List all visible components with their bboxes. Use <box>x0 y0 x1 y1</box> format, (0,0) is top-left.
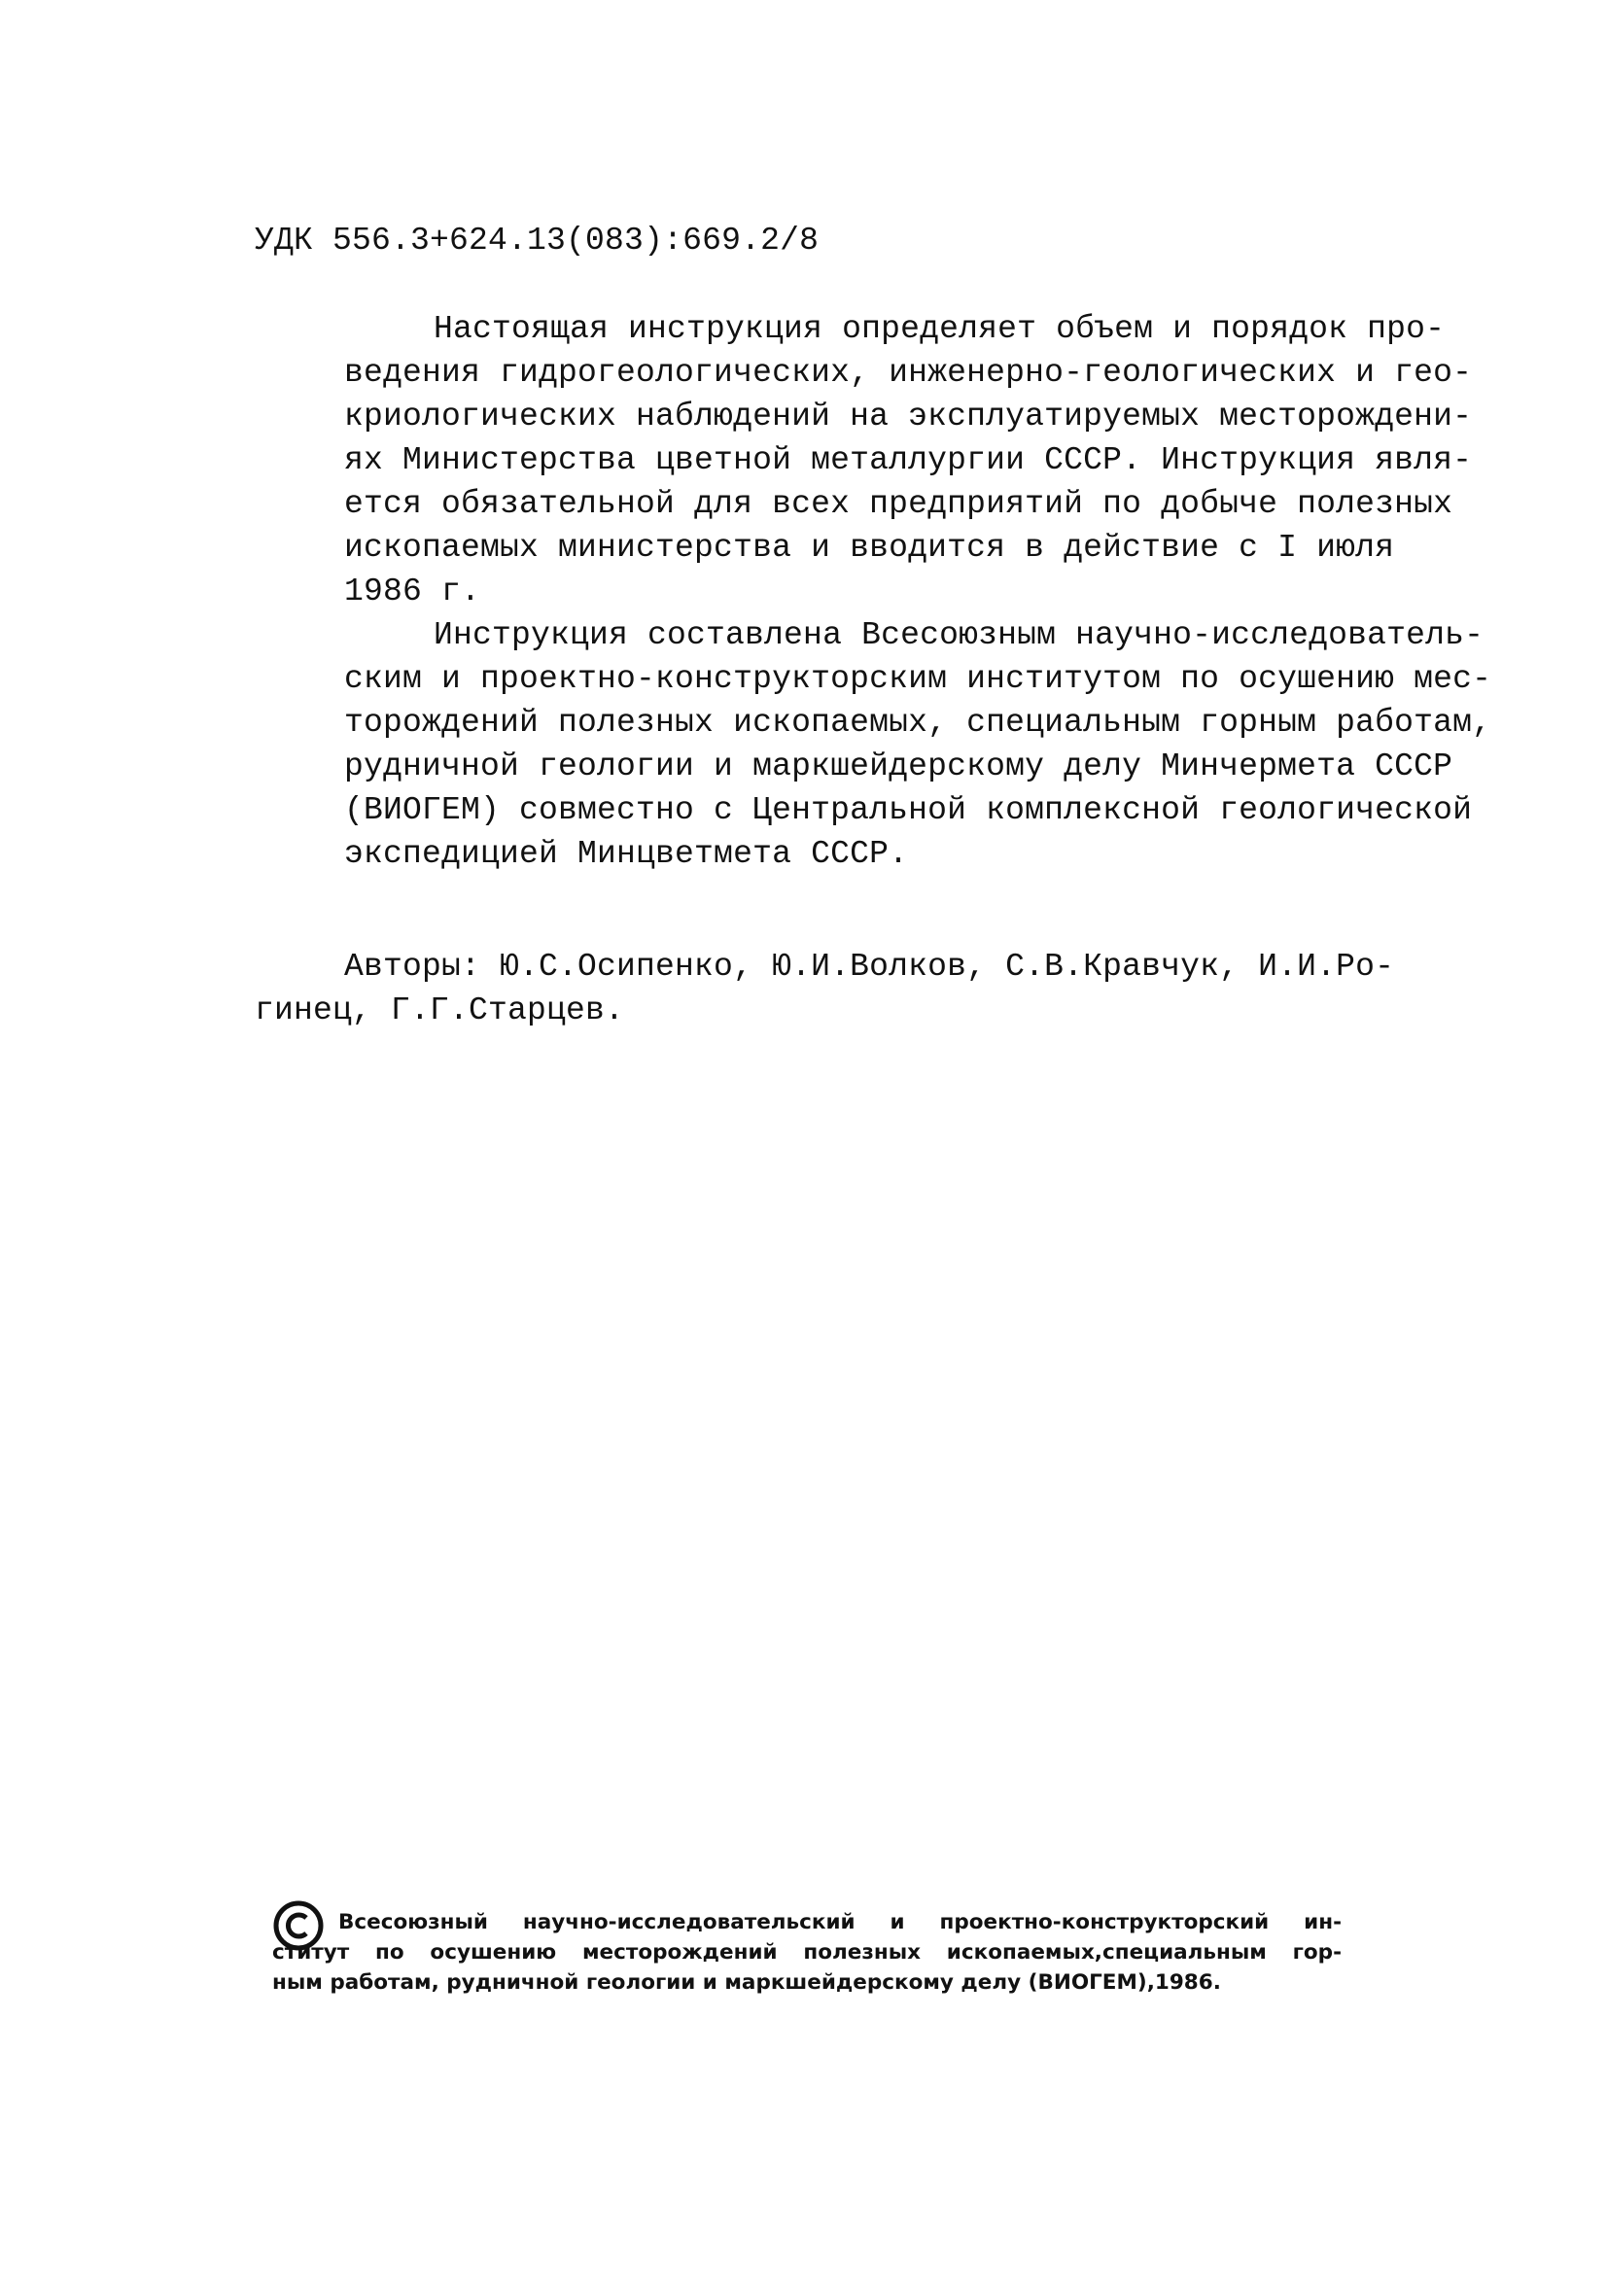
copyright-line: Всесоюзный научно-исследовательский и проектно-конструкторский ин- <box>338 1910 1342 1934</box>
text-line: 1986 г. <box>344 574 481 609</box>
text-line: Настоящая инструкция определяет объем и порядок про- <box>434 311 1446 347</box>
main-text <box>255 307 1492 876</box>
text-line: ведения гидрогеологических, инженерно-геологических и гео- <box>344 355 1473 391</box>
copyright-line: ным работам, рудничной геологии и маркшейдерскому делу (ВИОГЕМ),1986. <box>272 1970 1221 1995</box>
paragraph-scope <box>255 307 1473 613</box>
udk-code: УДК 556.3+624.13(083):669.2/8 <box>255 223 820 259</box>
text-line: (ВИОГЕМ) совместно с Центральной комплексной геологической <box>344 792 1473 828</box>
paragraph-compiler <box>255 613 1492 876</box>
copyright-line: ститут по осушению месторождений полезных ископаемых,специальным гор- <box>272 1940 1342 1965</box>
text-line: криологических наблюдений на эксплуатируемых месторождени- <box>344 399 1473 435</box>
text-line: экспедицией Минцветмета СССР. <box>344 836 909 872</box>
text-line: ях Министерства цветной металлургии СССР. Инструкция явля- <box>344 442 1473 478</box>
text-line: торождений полезных ископаемых, специальным горным работам, <box>344 705 1492 741</box>
text-line: ископаемых министерства и вводится в действие с I июля <box>344 530 1395 566</box>
text-line: Инструкция составлена Всесоюзным научно-исследователь- <box>434 617 1485 653</box>
text-line: ется обязательной для всех предприятий по добыче полезных <box>344 486 1453 522</box>
authors-block <box>255 945 1395 1032</box>
text-line: рудничной геологии и маркшейдерскому делу Минчермета СССР <box>344 748 1453 784</box>
authors-line: гинец, Г.Г.Старцев. <box>255 992 625 1028</box>
text-line: ским и проектно-конструкторским институтом по осушению мес- <box>344 661 1492 697</box>
authors-line: Авторы: Ю.С.Осипенко, Ю.И.Волков, С.В.Кравчук, И.И.Ро- <box>344 949 1395 985</box>
copyright-text <box>272 1907 1342 1998</box>
